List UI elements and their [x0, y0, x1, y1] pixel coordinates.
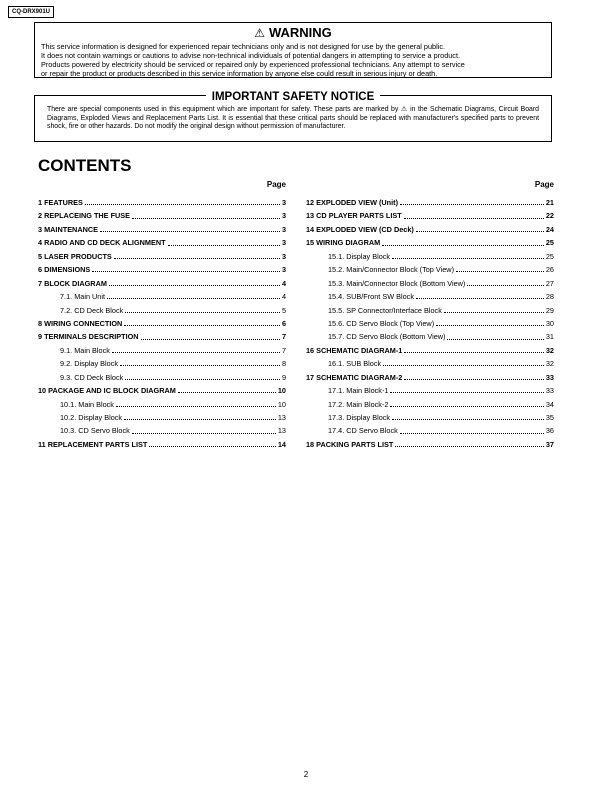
dot-leader [168, 245, 280, 246]
contents-title: CONTENTS [38, 156, 132, 175]
toc-entry-label: 8 WIRING CONNECTION [38, 318, 123, 328]
dot-leader [178, 392, 276, 393]
toc-entry-page: 22 [545, 211, 554, 221]
toc-entry-page: 10 [277, 399, 286, 409]
toc-entry-label: 15 WIRING DIAGRAM [306, 238, 381, 248]
toc-entry-page: 32 [545, 359, 554, 369]
toc-entry-page: 26 [545, 265, 554, 275]
toc-entry-label: 17 SCHEMATIC DIAGRAM-2 [306, 372, 403, 382]
toc-entry-page: 4 [281, 292, 286, 302]
dot-leader [382, 245, 544, 246]
toc-entry-page: 31 [545, 332, 554, 342]
toc-entry-label: 17.1. Main Block-1 [328, 386, 389, 396]
toc-entry-page: 4 [281, 278, 286, 288]
toc-entry-label: 15.1. Display Block [328, 251, 391, 261]
warning-line: It does not contain warnings or cautions to advise non-technical individuals of potential dangers in attempting to service a product. [41, 51, 461, 60]
toc-entry-label: 4 RADIO AND CD DECK ALIGNMENT [38, 238, 166, 248]
toc-entry-label: 15.2. Main/Connector Block (Top View) [328, 265, 454, 275]
toc-right-column [306, 180, 554, 451]
toc-entry-label: 10.2. Display Block [60, 413, 123, 422]
toc-entry-label: 16.1. SUB Block [328, 359, 382, 369]
toc-entry-label: 17.4. CD Servo Block [328, 426, 398, 436]
dot-leader [395, 446, 544, 447]
toc-entry-page: 37 [545, 439, 554, 449]
toc-entry-page: 33 [545, 386, 554, 396]
toc-entry [306, 277, 554, 290]
toc-entry [306, 357, 554, 370]
dot-leader [85, 204, 280, 205]
toc-entry-label: 7 BLOCK DIAGRAM [38, 278, 107, 288]
dot-leader [124, 419, 276, 420]
toc-entry-label: 10 PACKAGE AND IC BLOCK DIAGRAM [38, 386, 176, 396]
dot-leader [392, 419, 544, 420]
toc-entry-label: 15.4. SUB/Front SW Block [328, 292, 414, 302]
toc-entry-page: 35 [545, 413, 554, 422]
dot-leader [400, 433, 544, 434]
toc-entry [38, 236, 286, 249]
dot-leader [400, 204, 544, 205]
toc-entry-page: 13 [277, 426, 286, 436]
toc-entry [38, 371, 286, 384]
warning-line: Products powered by electricity should be serviced or repaired only by experienced professional technicians. Any attempt to service [41, 60, 465, 69]
toc-entry [306, 411, 554, 424]
warning-line: This service information is designed for experienced repair technicians only and is not designed for use by the general public. [41, 42, 445, 51]
toc-entry-page: 33 [545, 372, 554, 382]
safety-text-part-1: There are special components used in this equipment which are important for safety. These parts are marked by [47, 106, 399, 113]
toc-entry-label: 3 MAINTENANCE [38, 224, 98, 234]
toc-entry [306, 196, 554, 209]
toc-entry-label: 9.2. Display Block [60, 359, 118, 369]
toc-entry [306, 304, 554, 317]
toc-entry [306, 236, 554, 249]
toc-entry-page: 25 [545, 238, 554, 248]
toc-entry-page: 21 [545, 198, 554, 207]
toc-entry-label: 10.1. Main Block [60, 399, 114, 409]
toc-entry [306, 330, 554, 343]
toc-entry [38, 277, 286, 290]
dot-leader [390, 392, 543, 393]
toc-entry-page: 3 [281, 265, 286, 275]
page-column-header: Page [534, 180, 554, 189]
toc-entry-page: 3 [281, 211, 286, 221]
toc-entry-label: 13 CD PLAYER PARTS LIST [306, 211, 402, 221]
toc-entry [306, 438, 554, 451]
toc-entry-page: 13 [277, 413, 286, 422]
toc-entry-page: 7 [281, 345, 286, 355]
toc-entry-page: 24 [545, 224, 554, 234]
dot-leader [383, 365, 544, 366]
toc-entry-page: 34 [545, 399, 554, 409]
toc-entry-label: 15.7. CD Servo Block (Bottom View) [328, 332, 446, 342]
dot-leader [125, 379, 280, 380]
toc-entry-label: 10.3. CD Servo Block [60, 426, 130, 436]
toc-entry [38, 411, 286, 424]
warning-box [34, 22, 552, 78]
toc-entry-label: 7.2. CD Deck Block [60, 305, 124, 315]
toc-entry-page: 28 [545, 292, 554, 302]
page-column-header: Page [266, 180, 286, 189]
toc-entry-label: 1 FEATURES [38, 198, 83, 207]
toc-entry-label: 14 EXPLODED VIEW (CD Deck) [306, 224, 414, 234]
toc-entry-page: 5 [281, 305, 286, 315]
toc-entry [38, 196, 286, 209]
dot-leader [467, 285, 544, 286]
dot-leader [390, 406, 543, 407]
toc-entry-label: 5 LASER PRODUCTS [38, 251, 112, 261]
dot-leader [112, 352, 280, 353]
toc-entry [306, 371, 554, 384]
warning-triangle-icon: ⚠ [254, 26, 265, 40]
safety-notice-heading [35, 87, 551, 105]
dot-leader [404, 352, 544, 353]
dot-leader [444, 312, 544, 313]
toc-entry [306, 223, 554, 236]
dot-leader [132, 433, 276, 434]
toc-entry [38, 398, 286, 411]
toc-entry-label: 16 SCHEMATIC DIAGRAM-1 [306, 345, 403, 355]
toc-entry [306, 263, 554, 276]
toc-entry [38, 223, 286, 236]
toc-entry [38, 344, 286, 357]
toc-entry [38, 424, 286, 437]
toc-entry [306, 250, 554, 263]
dot-leader [107, 298, 280, 299]
dot-leader [109, 285, 280, 286]
toc-entry [306, 344, 554, 357]
dot-leader [404, 379, 544, 380]
toc-entry-label: 2 REPLACEING THE FUSE [38, 211, 131, 221]
toc-entry-label: 9 TERMINALS DESCRIPTION [38, 332, 139, 342]
dot-leader [392, 258, 544, 259]
warning-text [41, 42, 545, 78]
dot-leader [404, 218, 544, 219]
dot-leader [100, 231, 280, 232]
toc-entry-label: 6 DIMENSIONS [38, 265, 91, 275]
dot-leader [116, 406, 276, 407]
toc-entry-page: 30 [545, 318, 554, 328]
toc-entry [38, 438, 286, 451]
toc-entry-label: 17.2. Main Block-2 [328, 399, 389, 409]
safety-text-part-2: in the Schematic Diagrams, Circuit Board Diagrams, Exploded Views and Replacement Parts List. It is essential that these critical parts should be replaced with manufacturer's specified parts to prevent shock, fire or other hazards. Do not modify the original design without permission of manufacturer. [47, 106, 539, 130]
toc-entry-page: 14 [277, 439, 286, 449]
toc-entry-label: 12 EXPLODED VIEW (Unit) [306, 198, 399, 207]
dot-leader [124, 325, 280, 326]
toc-entry-label: 9.1. Main Block [60, 345, 110, 355]
toc-entry [306, 424, 554, 437]
toc-entry-page: 3 [281, 198, 286, 207]
toc-entry-page: 36 [545, 426, 554, 436]
toc-entry-page: 29 [545, 305, 554, 315]
dot-leader [436, 325, 544, 326]
toc-entry-label: 9.3. CD Deck Block [60, 372, 124, 382]
toc-entry [38, 317, 286, 330]
dot-leader [149, 446, 276, 447]
dot-leader [125, 312, 280, 313]
dot-leader [132, 218, 280, 219]
warning-title: WARNING [268, 25, 332, 40]
caution-triangle-icon: ⚠ [400, 106, 408, 113]
toc-entry-page: 27 [545, 278, 554, 288]
dot-leader [120, 365, 280, 366]
dot-leader [416, 298, 544, 299]
toc-entry-page: 10 [277, 386, 286, 396]
toc-entry-label: 15.3. Main/Connector Block (Bottom View) [328, 278, 466, 288]
toc-entry-page: 3 [281, 251, 286, 261]
toc-entry-page: 7 [281, 332, 286, 342]
toc-entry [38, 304, 286, 317]
toc-entry-label: 15.5. SP Connector/Interface Block [328, 305, 442, 315]
dot-leader [416, 231, 544, 232]
toc-entry [38, 290, 286, 303]
dot-leader [114, 258, 280, 259]
toc-entry-page: 25 [545, 251, 554, 261]
toc-entry [306, 290, 554, 303]
toc-entry [306, 398, 554, 411]
safety-notice-text [47, 106, 539, 132]
toc-entry [38, 330, 286, 343]
toc-entry-label: 15.6. CD Servo Block (Top View) [328, 318, 435, 328]
warning-line: or repair the product or products described in this service information by anyone else could result in serious injury or death. [41, 69, 438, 78]
toc-entry-page: 8 [281, 359, 286, 369]
toc-entry-page: 6 [281, 318, 286, 328]
dot-leader [92, 271, 280, 272]
toc-left-column [38, 180, 286, 451]
toc-entry [38, 357, 286, 370]
warning-heading [41, 25, 545, 41]
dot-leader [141, 339, 280, 340]
toc-entry-label: 11 REPLACEMENT PARTS LIST [38, 439, 148, 449]
safety-notice-title: IMPORTANT SAFETY NOTICE [206, 91, 381, 103]
safety-notice-box [34, 91, 552, 142]
toc-entry [38, 209, 286, 222]
page-number: 2 [303, 770, 309, 779]
toc-entry [306, 209, 554, 222]
toc-entry-label: 7.1. Main Unit [60, 292, 106, 302]
toc-entry [306, 317, 554, 330]
toc-entry-page: 9 [281, 372, 286, 382]
model-tag: CQ-DRX901U [8, 6, 54, 18]
toc-entry [38, 263, 286, 276]
toc-entry-label: 18 PACKING PARTS LIST [306, 439, 394, 449]
toc-entry-page: 32 [545, 345, 554, 355]
toc-entry [306, 384, 554, 397]
toc-entry [38, 250, 286, 263]
toc-entry-page: 3 [281, 224, 286, 234]
dot-leader [447, 339, 543, 340]
toc-entry [38, 384, 286, 397]
toc-entry-page: 3 [281, 238, 286, 248]
toc-entry-label: 17.3. Display Block [328, 413, 391, 422]
dot-leader [456, 271, 544, 272]
